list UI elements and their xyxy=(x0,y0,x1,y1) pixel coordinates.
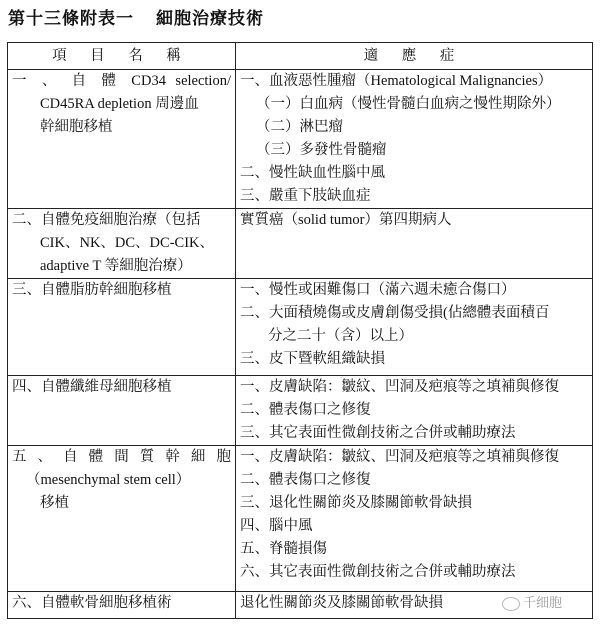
item-name-cell xyxy=(8,279,236,376)
indication-item: 一、皮膚缺陷：皺紋、凹洞及疤痕等之填補與修復 xyxy=(240,379,559,395)
indications-cell xyxy=(236,446,593,592)
table-row xyxy=(8,279,593,376)
item-name-line: 幹細胞移植 xyxy=(40,119,113,135)
item-name-line: 移植 xyxy=(40,495,69,511)
title-part1: 第十三條附表一 xyxy=(8,9,134,28)
indication-item: 一、慢性或困難傷口（滿六週未癒合傷口） xyxy=(240,282,516,298)
title-part2: 細胞治療技術 xyxy=(156,9,264,28)
indication-item: 三、皮下暨軟組織缺損 xyxy=(240,351,385,367)
indications-cell xyxy=(236,70,593,209)
item-name-cell xyxy=(8,70,236,209)
table-row xyxy=(8,446,593,592)
table-header-row xyxy=(8,43,593,70)
indication-item: 退化性關節炎及膝關節軟骨缺損 xyxy=(240,595,443,611)
indication-item: （三）多發性骨髓瘤 xyxy=(256,142,387,158)
cell-therapy-table xyxy=(7,42,593,619)
indications-cell xyxy=(236,279,593,376)
item-name-line: 四、自體纖維母細胞移植 xyxy=(12,379,172,395)
indication-item: 五、脊髓損傷 xyxy=(240,541,327,557)
item-name-line: 三、自體脂肪幹細胞移植 xyxy=(12,282,172,298)
item-name-line: 六、自體軟骨細胞移植術 xyxy=(12,595,172,611)
indication-item: 一、皮膚缺陷：皺紋、凹洞及疤痕等之填補與修復 xyxy=(240,449,559,465)
indication-item: 三、退化性關節炎及膝關節軟骨缺損 xyxy=(240,495,472,511)
item-name-line: 五 、 自 體 間 質 幹 細 胞 xyxy=(12,449,231,465)
indication-item: 二、體表傷口之修復 xyxy=(240,472,371,488)
indication-item: 一、血液惡性腫瘤（Hematological Malignancies） xyxy=(240,73,553,89)
indication-item: 實質癌（solid tumor）第四期病人 xyxy=(240,212,452,228)
indication-item: 分之二十（含）以上） xyxy=(268,328,413,344)
watermark-text: 千细胞 xyxy=(523,596,563,611)
header-indications: 適 應 症 xyxy=(236,43,593,70)
indication-item: （一）白血病（慢性骨髓白血病之慢性期除外） xyxy=(256,96,561,112)
indication-item: 四、腦中風 xyxy=(240,518,313,534)
indication-item: 二、慢性缺血性腦中風 xyxy=(240,165,385,181)
item-name-cell xyxy=(8,592,236,619)
document-title xyxy=(8,4,264,29)
item-name-cell xyxy=(8,376,236,446)
table-row xyxy=(8,209,593,279)
item-name-line: CIK、NK、DC、DC-CIK、 xyxy=(40,235,214,251)
indication-item: 二、大面積燒傷或皮膚創傷受損(佔總體表面積百 xyxy=(240,305,550,321)
wechat-icon xyxy=(502,597,520,611)
item-name-line: adaptive T 等細胞治療） xyxy=(40,258,192,274)
indications-cell xyxy=(236,209,593,279)
item-name-line: （mesenchymal stem cell） xyxy=(26,472,191,488)
indication-item: （二）淋巴瘤 xyxy=(256,119,343,135)
indication-item: 三、嚴重下肢缺血症 xyxy=(240,188,371,204)
item-name-line: CD45RA depletion 周邊血 xyxy=(40,96,199,112)
watermark xyxy=(502,592,562,611)
header-item-name: 項 目 名 稱 xyxy=(8,43,236,70)
indications-cell xyxy=(236,376,593,446)
item-name-cell xyxy=(8,446,236,592)
item-name-line: 二、自體免疫細胞治療（包括 xyxy=(12,212,201,228)
item-name-cell xyxy=(8,209,236,279)
indication-item: 六、其它表面性微創技術之合併或輔助療法 xyxy=(240,564,516,580)
indication-item: 二、體表傷口之修復 xyxy=(240,402,371,418)
table-row xyxy=(8,70,593,209)
table-row xyxy=(8,376,593,446)
indication-item: 三、其它表面性微創技術之合併或輔助療法 xyxy=(240,425,516,441)
item-name-line: 一 、 自 體 CD34 selection/ xyxy=(12,73,231,89)
